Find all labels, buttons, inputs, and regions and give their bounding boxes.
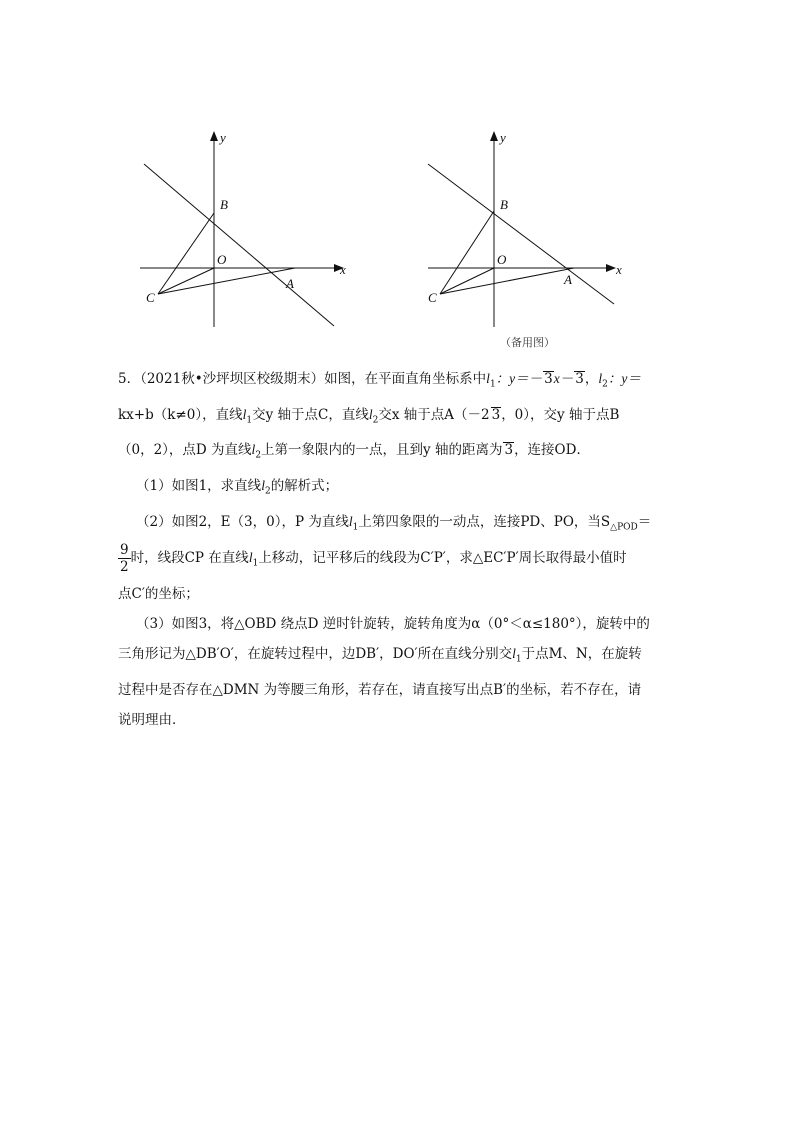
label-o: O <box>217 252 227 267</box>
l2-symbol: l <box>368 406 373 422</box>
question-3-line-4 <box>118 705 678 735</box>
l2-subscript: 2 <box>602 379 608 390</box>
sqrt-3: 3 <box>575 371 584 387</box>
problem-number: 5． <box>118 371 141 387</box>
problem-line-3 <box>118 435 678 471</box>
line3-text-a: （0，2），点D 为直线 <box>118 442 252 459</box>
figure-2-diagram <box>418 122 648 337</box>
l2-symbol: l <box>598 371 603 386</box>
l2-symbol: l <box>251 442 256 458</box>
label-c: C <box>428 290 437 305</box>
l2-equation-end: kx+b（k≠0），直线 <box>118 406 243 423</box>
fraction-denominator: 2 <box>120 559 129 576</box>
q2-text-d: 时，线段CP 在直线 <box>130 550 249 567</box>
l1-symbol: l <box>248 550 253 566</box>
l1-symbol: l <box>242 406 247 422</box>
label-b: B <box>220 197 228 212</box>
y-axis-arrow <box>210 131 218 141</box>
l2-equation-start: ：y＝ <box>607 371 641 386</box>
q1-text-end: 的解析式； <box>270 478 339 495</box>
intro-text: 如图，在平面直角坐标系中 <box>324 371 487 387</box>
problem-5 <box>118 364 678 735</box>
question-1 <box>118 471 678 507</box>
l1-subscript: 1 <box>246 415 253 426</box>
comma: ， <box>584 371 599 387</box>
q2-text-f: 点C′的坐标； <box>118 586 199 603</box>
label-a: A <box>564 272 572 287</box>
l1-subscript: 1 <box>252 559 259 570</box>
q2-equals: ＝ <box>637 513 652 530</box>
figure-2-caption: （备用图） <box>500 336 555 349</box>
problem-line-2 <box>118 400 678 436</box>
label-y: y <box>220 130 226 145</box>
sqrt-3: 3 <box>544 371 553 387</box>
l1-subscript: 1 <box>489 379 496 390</box>
figure-1-diagram <box>130 122 360 337</box>
l1-subscript: 1 <box>352 522 359 533</box>
q2-text-e: 上移动，记平移后的线段为C′P′，求△EC′P′周长取得最小值时 <box>258 550 627 567</box>
label-o: O <box>497 252 507 267</box>
l1-subscript: 1 <box>515 654 522 665</box>
q3-text-b: 三角形记为△DB′O′，在旋转过程中，边DB′，DO′所在直线分别交 <box>118 646 513 663</box>
label-c: C <box>146 290 155 305</box>
x-axis-arrow <box>606 264 616 272</box>
l2-subscript: 2 <box>255 451 262 462</box>
line-ab <box>144 164 334 326</box>
l1-symbol: l <box>348 513 353 529</box>
q2-text-a: （2）如图2，E（3，0），P 为直线 <box>136 513 349 530</box>
line3-text-c: ，连接OD． <box>514 442 590 459</box>
line3-text-b: 上第一象限内的一点，且到y 轴的距离为 <box>261 442 503 459</box>
figure-1 <box>130 122 360 337</box>
label-a: A <box>286 276 294 291</box>
line-ab <box>428 164 614 304</box>
question-2-line-2 <box>118 542 678 579</box>
q3-text-a: （3）如图3，将△OBD 绕点D 逆时针旋转，旋转角度为α（0°＜α≤180°），旋转中的 <box>136 616 650 633</box>
problem-source: （2021秋•沙坪坝区校级期末） <box>140 371 325 387</box>
q3-text-d: 过程中是否存在△DMN 为等腰三角形，若存在，请直接写出点B′的坐标，若不存在，请 <box>118 681 642 698</box>
label-x: x <box>616 262 622 277</box>
line2-text-b: 交y 轴于点C，直线 <box>252 406 369 423</box>
question-3-line-3 <box>118 675 678 705</box>
question-2-line-3 <box>118 579 678 609</box>
y-axis-arrow <box>490 131 498 141</box>
sqrt-3: 3 <box>504 442 514 459</box>
label-b: B <box>500 197 508 212</box>
q1-text: （1）如图1，求直线 <box>136 478 262 495</box>
segment-ca <box>440 268 574 294</box>
q2-area-subscript: △POD <box>610 522 638 533</box>
fraction-9-2 <box>118 542 131 575</box>
q3-text-e: 说明理由． <box>118 711 186 728</box>
question-3-line-1 <box>118 609 678 639</box>
label-x: x <box>340 262 346 277</box>
fraction-numerator: 9 <box>120 542 129 559</box>
segment-ca <box>158 268 295 294</box>
q2-text-b: 上第四象限的一动点，连接PD、PO，当S <box>358 513 611 530</box>
l2-subscript: 2 <box>372 415 379 426</box>
question-3-line-2 <box>118 639 678 675</box>
l1-equation-start: ：y＝－ <box>495 371 543 386</box>
segment-bc <box>158 213 214 294</box>
line2-text-d: ，0），交y 轴于点B <box>501 406 620 423</box>
l1-symbol: l <box>486 371 490 386</box>
l2-subscript: 2 <box>264 486 271 497</box>
question-2-line-1 <box>118 507 678 543</box>
l1-symbol: l <box>512 646 516 662</box>
problem-line-1 <box>118 364 678 400</box>
sqrt-3: 3 <box>491 406 501 423</box>
x-minus: x－ <box>553 371 574 386</box>
label-y: y <box>500 130 506 145</box>
line2-text-c: 交x 轴于点A（－2 <box>378 406 490 423</box>
figure-2 <box>418 122 648 337</box>
l2-symbol: l <box>261 478 265 494</box>
q3-text-c: 于点M、N，在旋转 <box>521 646 642 663</box>
